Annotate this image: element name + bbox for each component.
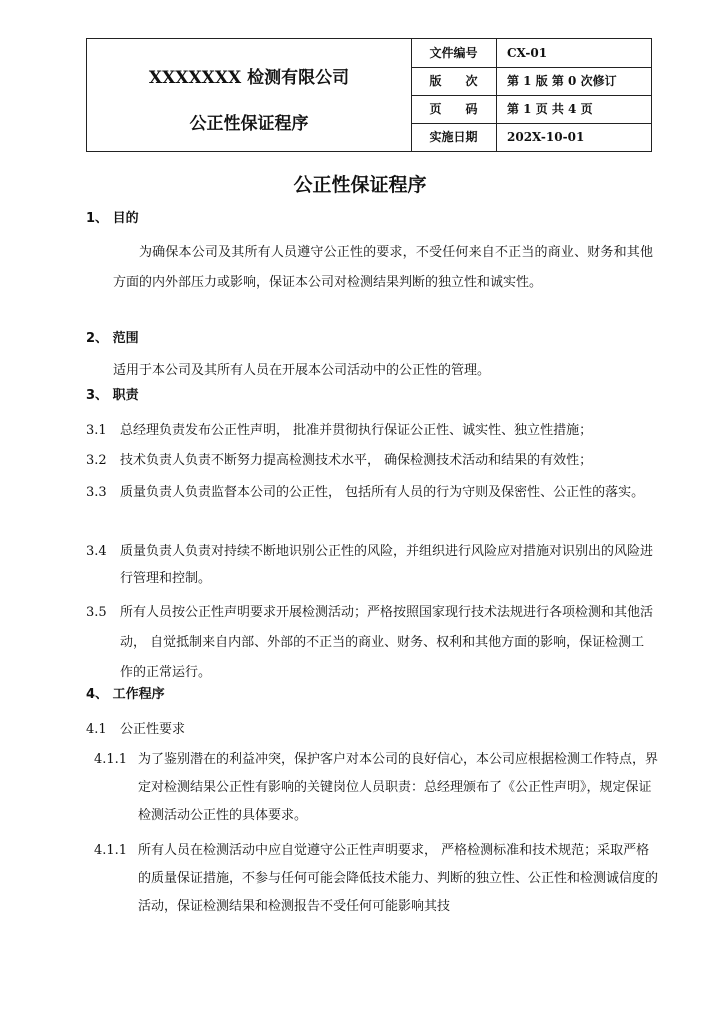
item-text: 总经理负责发布公正性声明， 批准并贯彻执行保证公正性、诚实性、独立性措施；: [120, 423, 593, 438]
item-number: 3.1: [86, 423, 107, 438]
section-heading-purpose: 1、 目的: [86, 211, 139, 226]
item-number: 4.1: [86, 722, 107, 737]
meta-key: 文件编号: [411, 39, 497, 67]
section-body-scope: 适用于本公司及其所有人员在开展本公司活动中的公正性的管理。: [113, 363, 491, 378]
item-text: 所有人员在检测活动中应自觉遵守公正性声明要求， 严格检测标准和技术规范；采取严格的质量保证措施，不参与任何可能会降低技术能力、判断的独立性、公正性和检测诚信度的活动，保证检测结果和检测报告不受任何可能影响其技: [138, 843, 659, 914]
item-number: 3.3: [86, 485, 107, 500]
section-heading-responsibilities: 3、 职责: [86, 388, 139, 403]
section-heading-procedure: 4、 工作程序: [86, 687, 165, 702]
meta-row-effective-date: [411, 123, 651, 151]
item-text: 所有人员按公正性声明要求开展检测活动；严格按照国家现行技术法规进行各项检测和其他活动， 自觉抵制来自内部、外部的不正当的商业、财务、权利和其他方面的影响，保证检测工作的正常运行。: [120, 605, 654, 680]
meta-row-doc-number: [411, 39, 651, 68]
meta-key: 版 次: [411, 67, 497, 95]
item-number: 3.2: [86, 453, 107, 468]
item-number: 4.1.1: [94, 752, 128, 767]
meta-row-version: [411, 67, 651, 96]
document-header-table: [86, 38, 652, 152]
header-doc-title: 公正性保证程序: [189, 114, 309, 134]
meta-value: 第 1 页 共 4 页: [507, 102, 593, 116]
meta-key: 页 码: [411, 95, 497, 123]
header-left-cell: [87, 39, 412, 151]
item-text: 技术负责人负责不断努力提高检测技术水平， 确保检测技术活动和结果的有效性；: [120, 453, 593, 468]
item-text: 质量负责人负责监督本公司的公正性， 包括所有人员的行为守则及保密性、公正性的落实。: [120, 485, 645, 500]
item-number: 3.4: [86, 544, 107, 559]
item-number: 3.5: [86, 605, 107, 620]
section-heading-scope: 2、 范围: [86, 331, 139, 346]
meta-key: 实施日期: [411, 123, 497, 151]
item-number: 4.1.1: [94, 843, 128, 858]
section-body-purpose: 为确保本公司及其所有人员遵守公正性的要求，不受任何来自不正当的商业、财务和其他方面的内外部压力或影响，保证本公司对检测结果判断的独立性和诚实性。: [113, 245, 653, 290]
company-name: XXXXXXX 检测有限公司: [148, 68, 350, 88]
item-text: 为了鉴别潜在的利益冲突，保护客户对本公司的良好信心，本公司应根据检测工作特点，界定对检测结果公正性有影响的关键岗位人员职责：总经理颁布了《公正性声明》，规定保证检测活动公正性的具体要求。: [138, 752, 659, 823]
meta-value: 第 1 版 第 0 次修订: [507, 74, 617, 88]
item-text: 公正性要求: [120, 722, 186, 737]
page-title: 公正性保证程序: [293, 174, 427, 196]
meta-value: 202X-10-01: [507, 130, 585, 144]
item-text: 质量负责人负责对持续不断地识别公正性的风险，并组织进行风险应对措施对识别出的风险进行管理和控制。: [120, 544, 654, 586]
meta-value: CX-01: [507, 46, 548, 60]
meta-row-page: [411, 95, 651, 124]
